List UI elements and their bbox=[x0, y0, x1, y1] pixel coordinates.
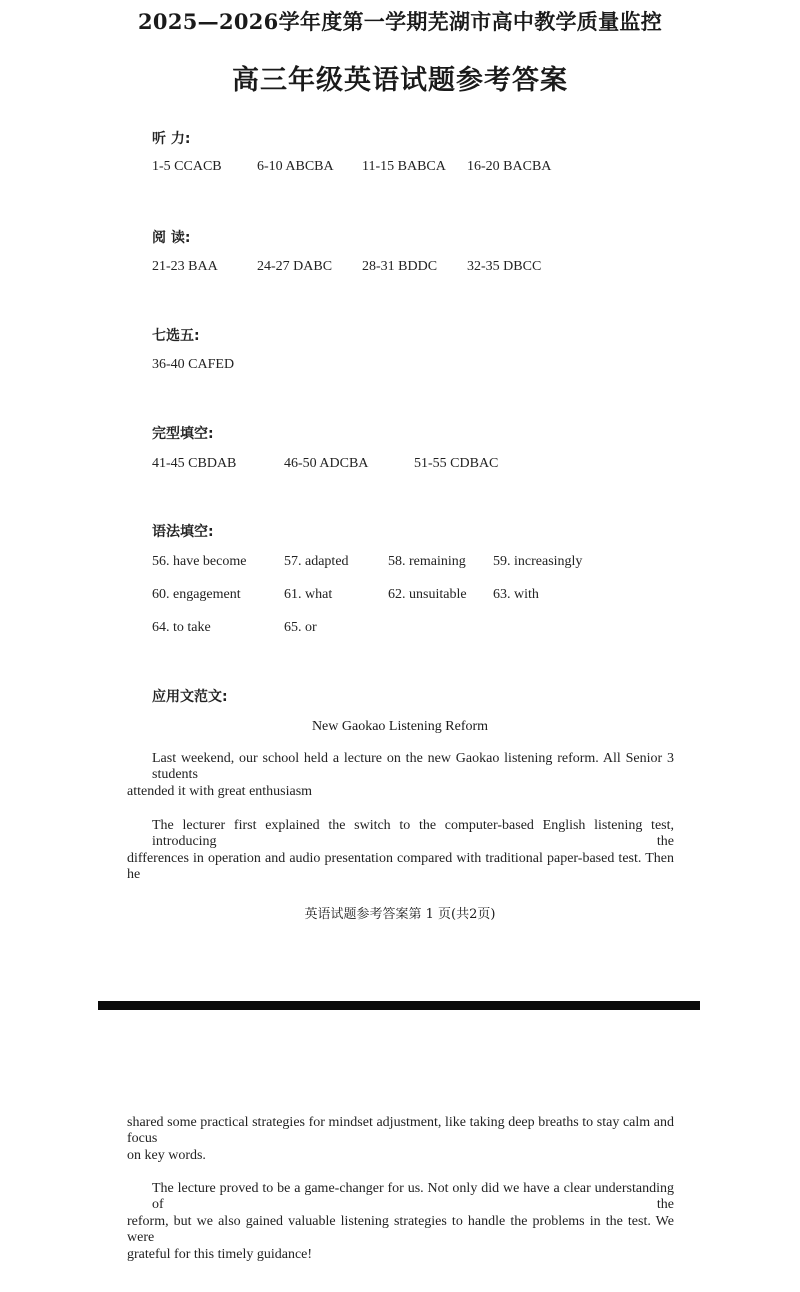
section-label-listening: 听 力: bbox=[152, 131, 191, 147]
section-label-reading: 阅 读: bbox=[152, 230, 191, 246]
essay-line: grateful for this timely guidance! bbox=[127, 1247, 313, 1262]
answer-group: 51-55 CDBAC bbox=[414, 456, 499, 471]
grammar-answer: 56. have become bbox=[152, 554, 247, 569]
essay-line: differences in operation and audio presentation compared with traditional paper-based test. Then he bbox=[127, 851, 674, 882]
grammar-answer: 60. engagement bbox=[152, 587, 241, 602]
page-footer: 英语试题参考答案第 1 页(共2页) bbox=[304, 907, 496, 922]
section-label-cloze: 完型填空: bbox=[152, 426, 214, 442]
essay-title: New Gaokao Listening Reform bbox=[311, 719, 489, 734]
grammar-answer: 57. adapted bbox=[284, 554, 349, 569]
essay-line: reform, but we also gained valuable listening strategies to handle the problems in the test. We were bbox=[127, 1214, 674, 1245]
answer-group: 11-15 BABCA bbox=[362, 159, 446, 174]
document-title: 2025—2026学年度第一学期芜湖市高中教学质量监控 bbox=[138, 9, 662, 34]
page-divider bbox=[98, 1001, 700, 1010]
answer-group: 32-35 DBCC bbox=[467, 259, 542, 274]
grammar-answer: 58. remaining bbox=[388, 554, 466, 569]
answer-group: 28-31 BDDC bbox=[362, 259, 438, 274]
grammar-answer: 65. or bbox=[284, 620, 317, 635]
answer-group: 6-10 ABCBA bbox=[257, 159, 334, 174]
answer-group: 16-20 BACBA bbox=[467, 159, 552, 174]
answer-group: 46-50 ADCBA bbox=[284, 456, 369, 471]
essay-line: shared some practical strategies for mindset adjustment, like taking deep breaths to stay calm and focus bbox=[127, 1115, 674, 1146]
essay-line: on key words. bbox=[127, 1148, 206, 1163]
section-label-writing: 应用文范文: bbox=[152, 689, 228, 705]
answer-group: 24-27 DABC bbox=[257, 259, 333, 274]
answer-group: 1-5 CCACB bbox=[152, 159, 222, 174]
section-label-seven-five: 七选五: bbox=[152, 328, 200, 344]
essay-line: The lecturer first explained the switch to the computer-based English listening test, introducing the bbox=[152, 818, 674, 849]
essay-line: attended it with great enthusiasm bbox=[127, 784, 313, 799]
answer-group: 36-40 CAFED bbox=[152, 357, 235, 372]
document-subtitle: 高三年级英语试题参考答案 bbox=[232, 65, 568, 96]
grammar-answer: 62. unsuitable bbox=[388, 587, 467, 602]
essay-line: The lecture proved to be a game-changer for us. Not only did we have a clear understanding of the bbox=[152, 1181, 674, 1212]
answer-group: 41-45 CBDAB bbox=[152, 456, 237, 471]
essay-line: Last weekend, our school held a lecture on the new Gaokao listening reform. All Senior 3 students bbox=[152, 751, 674, 782]
section-label-grammar: 语法填空: bbox=[152, 524, 214, 540]
grammar-answer: 59. increasingly bbox=[493, 554, 583, 569]
grammar-answer: 64. to take bbox=[152, 620, 211, 635]
answer-group: 21-23 BAA bbox=[152, 259, 218, 274]
grammar-answer: 61. what bbox=[284, 587, 333, 602]
grammar-answer: 63. with bbox=[493, 587, 539, 602]
